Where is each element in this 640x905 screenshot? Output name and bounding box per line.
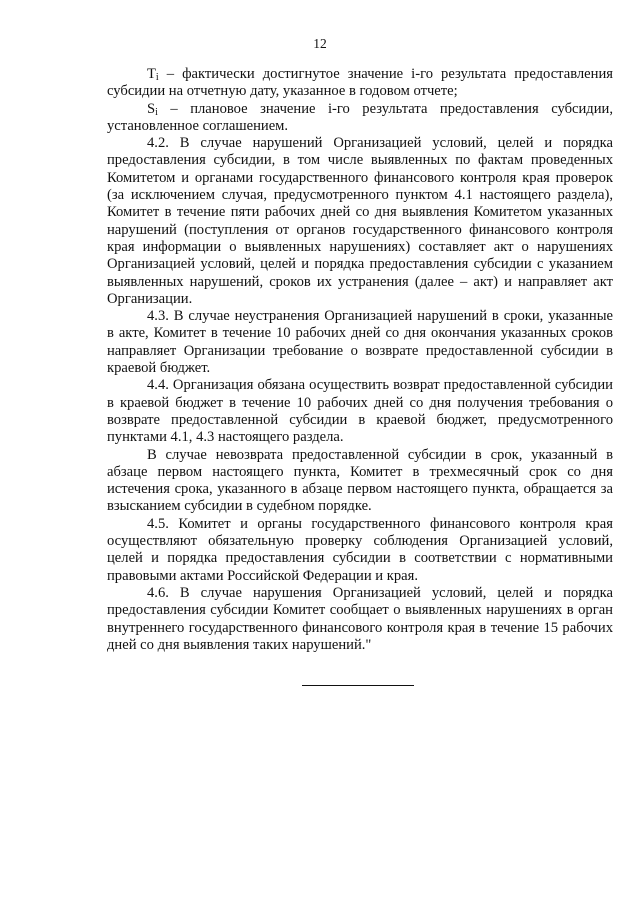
paragraph-4-2: 4.2. В случае нарушений Организацией условий, целей и порядка предоставления субсидии, в том числе выявленных по фактам проведенных Комитетом и органами государственного финансового контроля края проверок (за исключением случая, предусмотренного пунктом 4.1 настоящего раздела), Комитет в течение пяти рабочих дней со дня выявления Комитетом указанных нарушений (поступления от органов государственного финансового контроля края информации о выявленных нарушениях) составляет акт о нарушениях Организацией условий, целей и порядка предоставления субсидии с указанием выявленных нарушений, сроков их устранения (далее – акт) и направляет акт Организации. — [107, 135, 613, 307]
paragraph-4-4: 4.4. Организация обязана осуществить возврат предоставленной субсидии в краевой бюджет в течение 10 рабочих дней со дня получения требования о возврате предоставленной субсидии в краевой бюджет, предусмотренного пунктами 4.1, 4.3 настоящего раздела. — [107, 377, 613, 446]
document-body — [107, 66, 613, 654]
definition-ti — [107, 66, 613, 101]
ti-subscript: i — [155, 72, 159, 83]
paragraph-4-3: 4.3. В случае неустранения Организацией нарушений в сроки, указанные в акте, Комитет в течение 10 рабочих дней со дня окончания указанных сроков направляет Организации требование о возврате предоставленной субсидии в краевой бюджет. — [107, 308, 613, 377]
paragraph-4-5: 4.5. Комитет и органы государственного финансового контроля края осуществляют обязательную проверку соблюдения Организацией условий, целей и порядка предоставления субсидии в соответствии с нормативными правовыми актами Российской Федерации и края. — [107, 515, 613, 584]
paragraph-4-6: 4.6. В случае нарушения Организацией условий, целей и порядка предоставления субсидии Комитет сообщает о выявленных нарушениях в орган внутреннего государственного финансового контроля края в течение 15 рабочих дней со дня выявления таких нарушений." — [107, 584, 613, 653]
end-separator-line — [302, 685, 414, 686]
page-number: 12 — [313, 36, 327, 51]
definition-si — [107, 101, 613, 136]
si-text: – плановое значение i-го результата предоставления субсидии, установленное соглашением. — [107, 100, 613, 134]
paragraph-4-4-second: В случае невозврата предоставленной субсидии в срок, указанный в абзаце первом настоящего пункта, Комитет в трехмесячный срок со дня истечения срока, указанного в абзаце первом настоящего пункта, обращается за взысканием субсидии в судебном порядке. — [107, 446, 613, 515]
ti-symbol: T — [147, 66, 156, 82]
ti-text: – фактически достигнутое значение i-го результата предоставления субсидии на отчетную дату, указанное в годовом отчете; — [107, 66, 613, 100]
si-symbol: S — [147, 100, 156, 117]
si-subscript: i — [155, 106, 158, 118]
